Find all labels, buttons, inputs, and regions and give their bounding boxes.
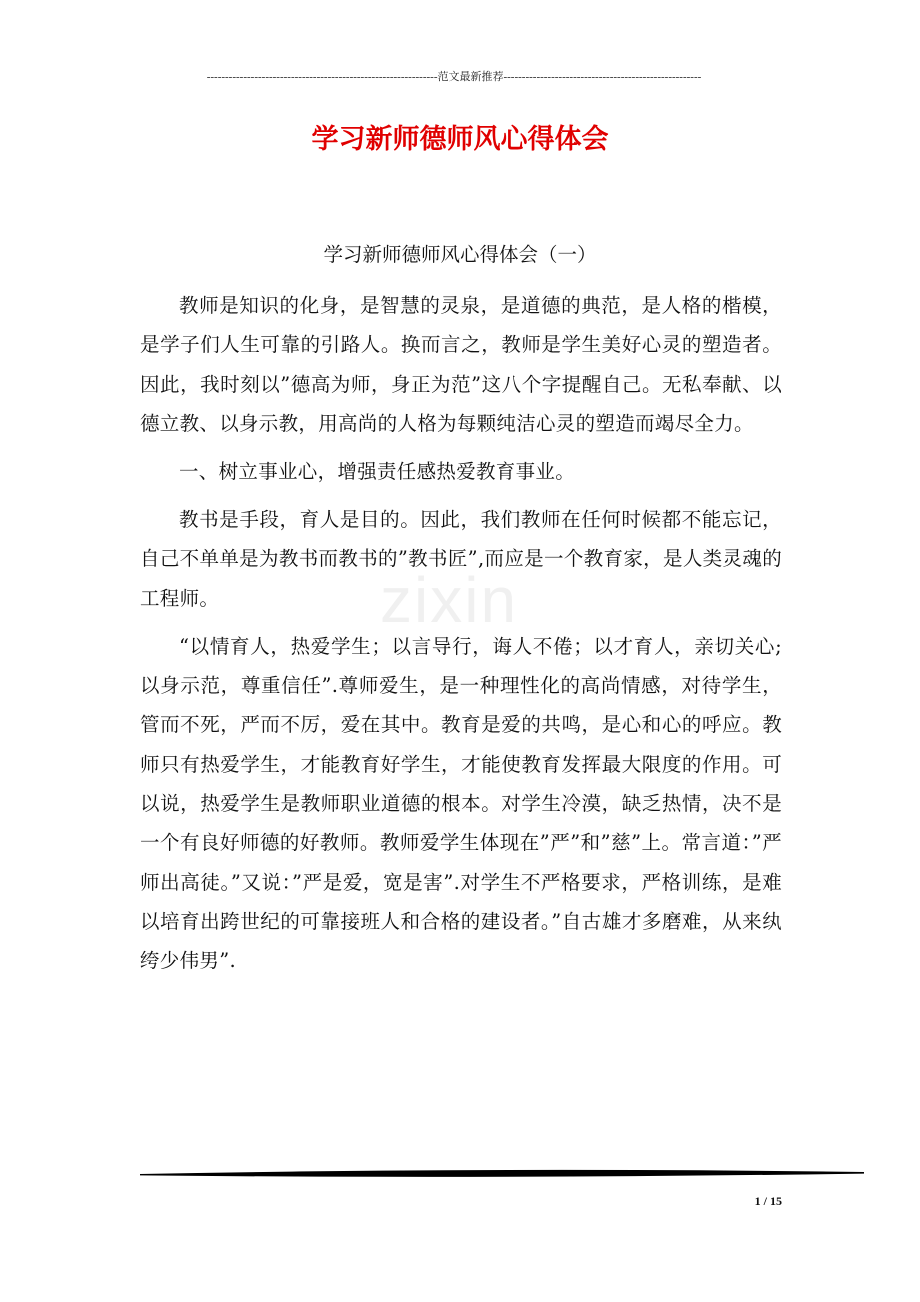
header-banner: ---------------------------------------------------------------范文最新推荐------------------------------------------------------ — [206, 71, 702, 83]
paragraph-love-students: “以情育人，热爱学生；以言导行，诲人不倦；以才育人，亲切关心;以身示范，尊重信任”.尊师爱生，是一种理性化的高尚情感，对待学生，管而不死，严而不厉，爱在其中。教育是爱的共鸣，是心和心的呼应。教师只有热爱学生，才能教育好学生，才能使教育发挥最大限度的作用。可以说，热爱学生是教师职业道德的根本。对学生冷漠，缺乏热情，决不是一个有良好师德的好教师。教师爱学生体现在”严”和”慈”上。常言道：”严师出高徒。”又说：”严是爱，宽是害”.对学生不严格要求，严格训练，是难以培育出跨世纪的可靠接班人和合格的建设者。”自古雄才多磨难，从来纨绔少伟男”. — [140, 634, 782, 973]
document-title: 学习新师德师风心得体会 — [311, 124, 609, 155]
paragraph-heading-one: 一、树立事业心，增强责任感热爱教育事业。 — [179, 459, 576, 483]
document-body — [140, 286, 782, 989]
watermark: zixin — [380, 564, 519, 636]
footer-divider — [140, 1166, 864, 1180]
section-title: 学习新师德师风心得体会（一） — [323, 243, 597, 266]
page-number: 1 / 15 — [754, 1194, 782, 1208]
paragraph-teaching: 教书是手段，育人是目的。因此，我们教师在任何时候都不能忘记，自己不单单是为教书而教书的”教书匠”,而应是一个教育家，是人类灵魂的工程师。 — [140, 508, 782, 610]
paragraph-intro: 教师是知识的化身，是智慧的灵泉，是道德的典范，是人格的楷模，是学子们人生可靠的引路人。换而言之，教师是学生美好心灵的塑造者。因此，我时刻以”德高为师，身正为范”这八个字提醒自己。无私奉献、以德立教、以身示教，用高尚的人格为每颗纯洁心灵的塑造而竭尽全力。 — [140, 294, 782, 435]
